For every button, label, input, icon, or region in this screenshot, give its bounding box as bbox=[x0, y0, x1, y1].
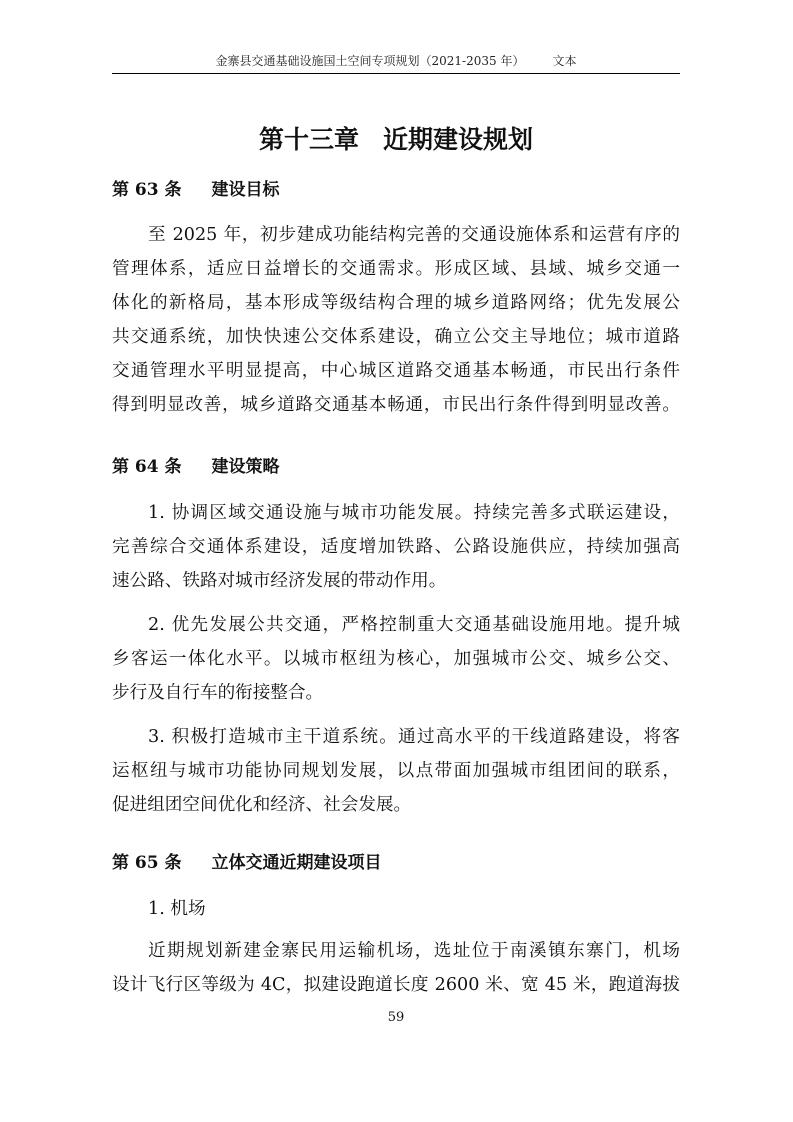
paragraph-line: 1. 机场 bbox=[148, 899, 206, 919]
article-title: 立体交通近期建设项目 bbox=[211, 853, 382, 873]
paragraph-line: 近期规划新建金寨民用运输机场，选址位于南溪镇东寨门，机场 bbox=[148, 941, 680, 961]
article-title: 建设目标 bbox=[211, 180, 280, 200]
page-number: 59 bbox=[387, 1010, 405, 1025]
paragraph-line: 乡客运一体化水平。以城市枢纽为核心，加强城市公交、城乡公交、 bbox=[112, 649, 680, 669]
paragraph-line: 运枢纽与城市功能协同规划发展，以点带面加强城市组团间的联系， bbox=[112, 761, 680, 781]
header-rule bbox=[112, 73, 680, 74]
paragraph-line: 2. 优先发展公共交通，严格控制重大交通基础设施用地。提升城 bbox=[148, 615, 680, 635]
running-header-section: 文本 bbox=[552, 54, 577, 68]
paragraph-line: 完善综合交通体系建设，适度增加铁路、公路设施供应，持续加强高 bbox=[112, 537, 680, 557]
article-heading bbox=[112, 452, 280, 482]
paragraph-line: 得到明显改善，城乡道路交通基本畅通，市民出行条件得到明显改善。 bbox=[112, 395, 680, 415]
paragraph-line: 管理体系，适应日益增长的交通需求。形成区域、县域、城乡交通一 bbox=[112, 259, 680, 279]
paragraph-line: 交通管理水平明显提高，中心城区道路交通基本畅通，市民出行条件 bbox=[112, 361, 680, 381]
running-header bbox=[112, 52, 680, 70]
paragraph-line: 速公路、铁路对城市经济发展的带动作用。 bbox=[112, 571, 447, 591]
paragraph-line: 1. 协调区域交通设施与城市功能发展。持续完善多式联运建设， bbox=[148, 503, 680, 523]
running-header-title: 金寨县交通基础设施国土空间专项规划（2021-2035 年） bbox=[215, 54, 525, 68]
article-number: 第 63 条 bbox=[112, 180, 182, 200]
paragraph-line: 至 2025 年，初步建成功能结构完善的交通设施体系和运营有序的 bbox=[148, 225, 680, 245]
chapter-number: 第十三章 bbox=[258, 125, 359, 154]
article-heading bbox=[112, 175, 280, 205]
article-title: 建设策略 bbox=[211, 457, 280, 477]
article-number: 第 64 条 bbox=[112, 457, 182, 477]
paragraph-line: 3. 积极打造城市主干道系统。通过高水平的干线道路建设，将客 bbox=[148, 727, 680, 747]
paragraph-line: 体化的新格局，基本形成等级结构合理的城乡道路网络；优先发展公 bbox=[112, 293, 680, 313]
article-number: 第 65 条 bbox=[112, 853, 182, 873]
chapter-name: 近期建设规划 bbox=[383, 125, 534, 154]
paragraph-line: 促进组团空间优化和经济、社会发展。 bbox=[112, 795, 412, 815]
paragraph-line: 设计飞行区等级为 4C，拟建设跑道长度 2600 米、宽 45 米，跑道海拔 bbox=[112, 975, 680, 995]
paragraph-line: 步行及自行车的衔接整合。 bbox=[112, 683, 324, 703]
chapter-title bbox=[112, 120, 680, 160]
paragraph-line: 共交通系统，加快快速公交体系建设，确立公交主导地位；城市道路 bbox=[112, 327, 680, 347]
article-heading bbox=[112, 848, 382, 878]
